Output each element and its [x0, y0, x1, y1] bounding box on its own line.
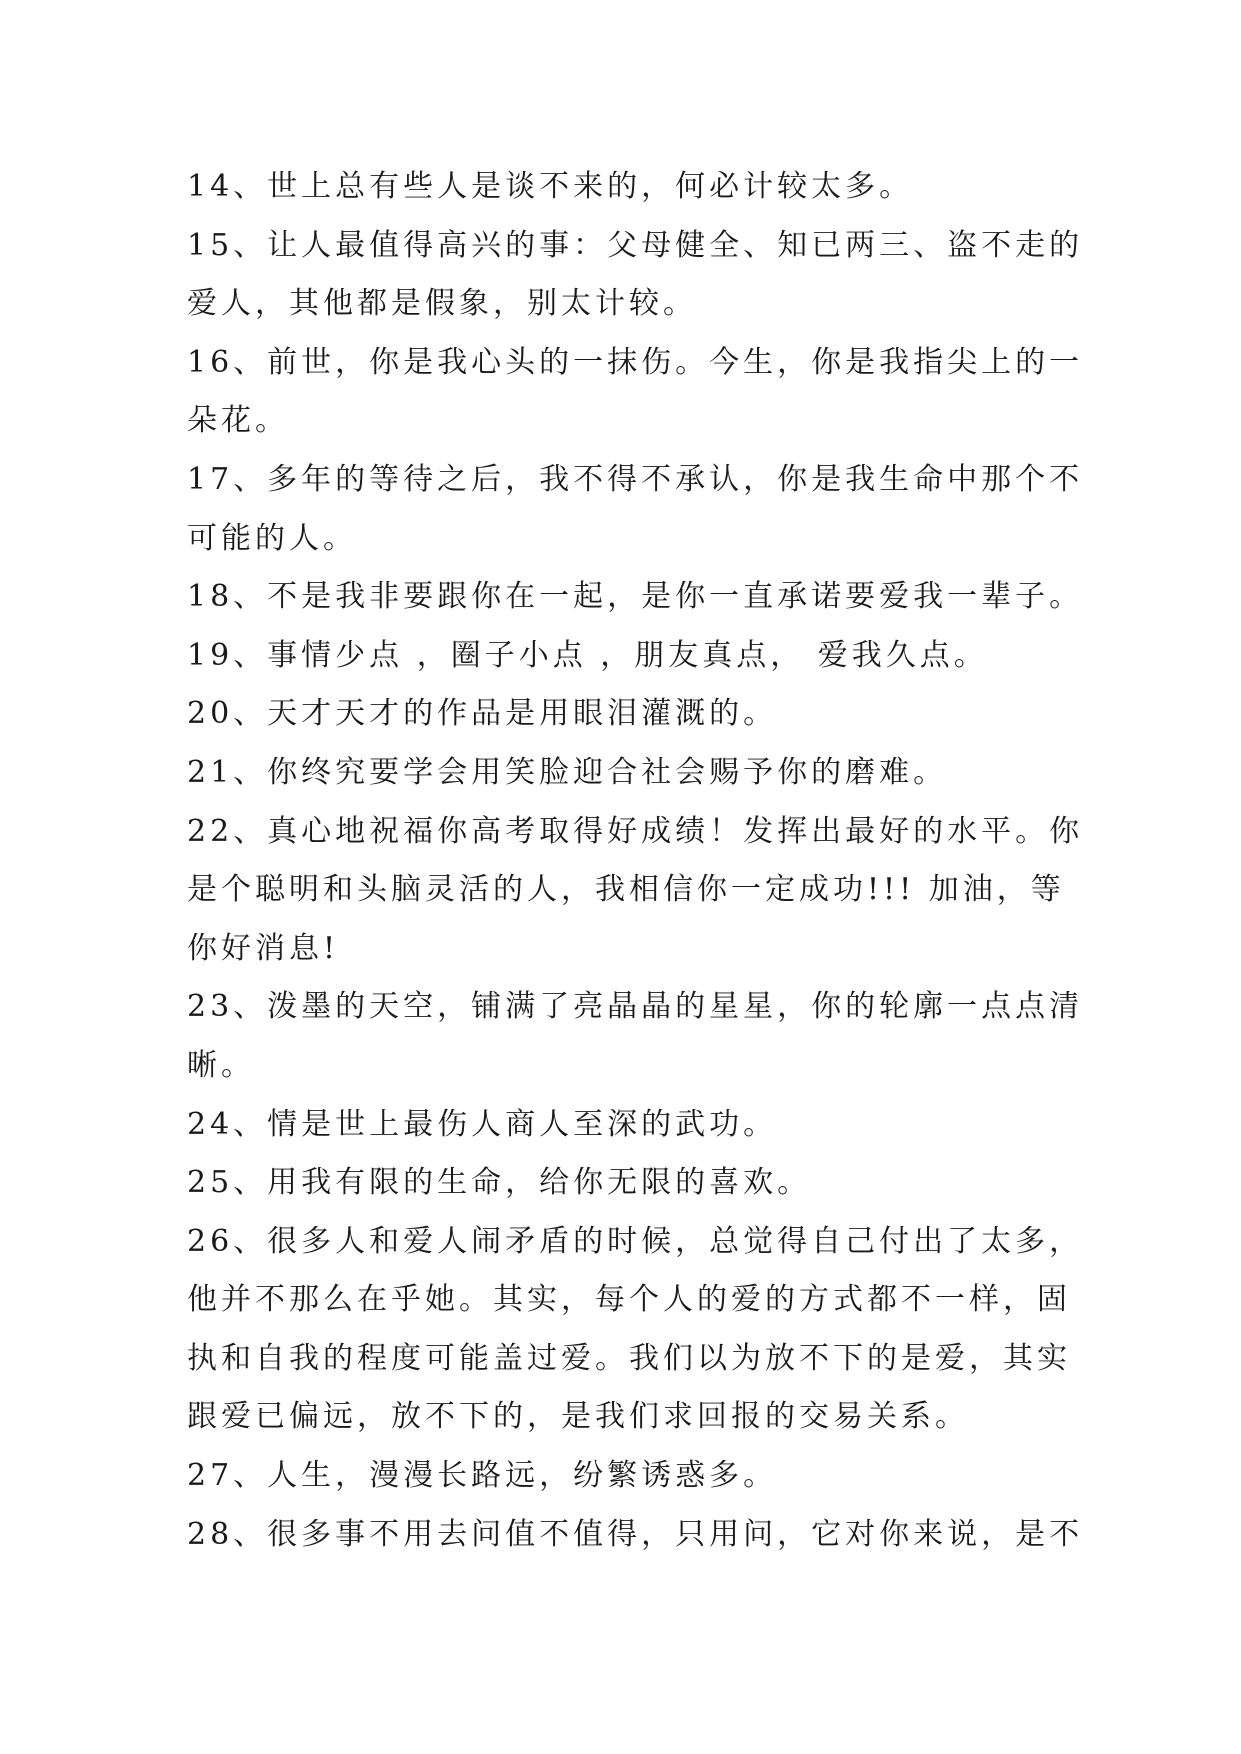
text-line: 22、真心地祝福你高考取得好成绩！发挥出最好的水平。你 — [187, 813, 1084, 849]
text-line: 23、泼墨的天空，铺满了亮晶晶的星星，你的轮廓一点点清 — [187, 989, 1084, 1025]
text-line: 18、不是我非要跟你在一起，是你一直承诺要爱我一辈子。 — [187, 579, 1084, 615]
text-line: 你好消息! — [187, 930, 340, 966]
text-line: 朵花。 — [187, 403, 289, 439]
text-line: 可能的人。 — [187, 520, 357, 556]
text-line: 跟爱已偏远，放不下的，是我们求回报的交易关系。 — [187, 1399, 969, 1435]
text-line: 28、很多事不用去问值不值得，只用问，它对你来说，是不 — [187, 1516, 1084, 1552]
text-line: 17、多年的等待之后，我不得不承认，你是我生命中那个不 — [187, 461, 1084, 497]
text-line: 爱人，其他都是假象，别太计较。 — [187, 286, 697, 322]
text-line: 16、前世，你是我心头的一抹伤。今生，你是我指尖上的一 — [187, 344, 1084, 380]
text-line: 24、情是世上最伤人商人至深的武功。 — [187, 1106, 778, 1142]
text-line: 是个聪明和头脑灵活的人，我相信你一定成功!!! 加油，等 — [187, 872, 1065, 908]
text-line: 他并不那么在乎她。其实，每个人的爱的方式都不一样，固 — [187, 1282, 1071, 1318]
text-line: 27、人生，漫漫长路远，纷繁诱惑多。 — [187, 1458, 778, 1494]
text-line: 19、事情少点 ，圈子小点 ，朋友真点， 爱我久点。 — [187, 637, 988, 673]
text-line: 14、世上总有些人是谈不来的，何必计较太多。 — [187, 169, 914, 204]
document-body — [187, 158, 1084, 1564]
text-line: 晰。 — [187, 1047, 255, 1083]
text-line: 21、你终究要学会用笑脸迎合社会赐予你的磨难。 — [187, 754, 948, 790]
text-line: 25、用我有限的生命，给你无限的喜欢。 — [187, 1165, 812, 1201]
text-line: 20、天才天才的作品是用眼泪灌溉的。 — [187, 696, 778, 732]
text-line: 26、很多人和爱人闹矛盾的时候，总觉得自己付出了太多， — [187, 1223, 1084, 1259]
text-line: 执和自我的程度可能盖过爱。我们以为放不下的是爱，其实 — [187, 1340, 1071, 1376]
text-line: 15、让人最值得高兴的事：父母健全、知已两三、盗不走的 — [187, 227, 1084, 263]
